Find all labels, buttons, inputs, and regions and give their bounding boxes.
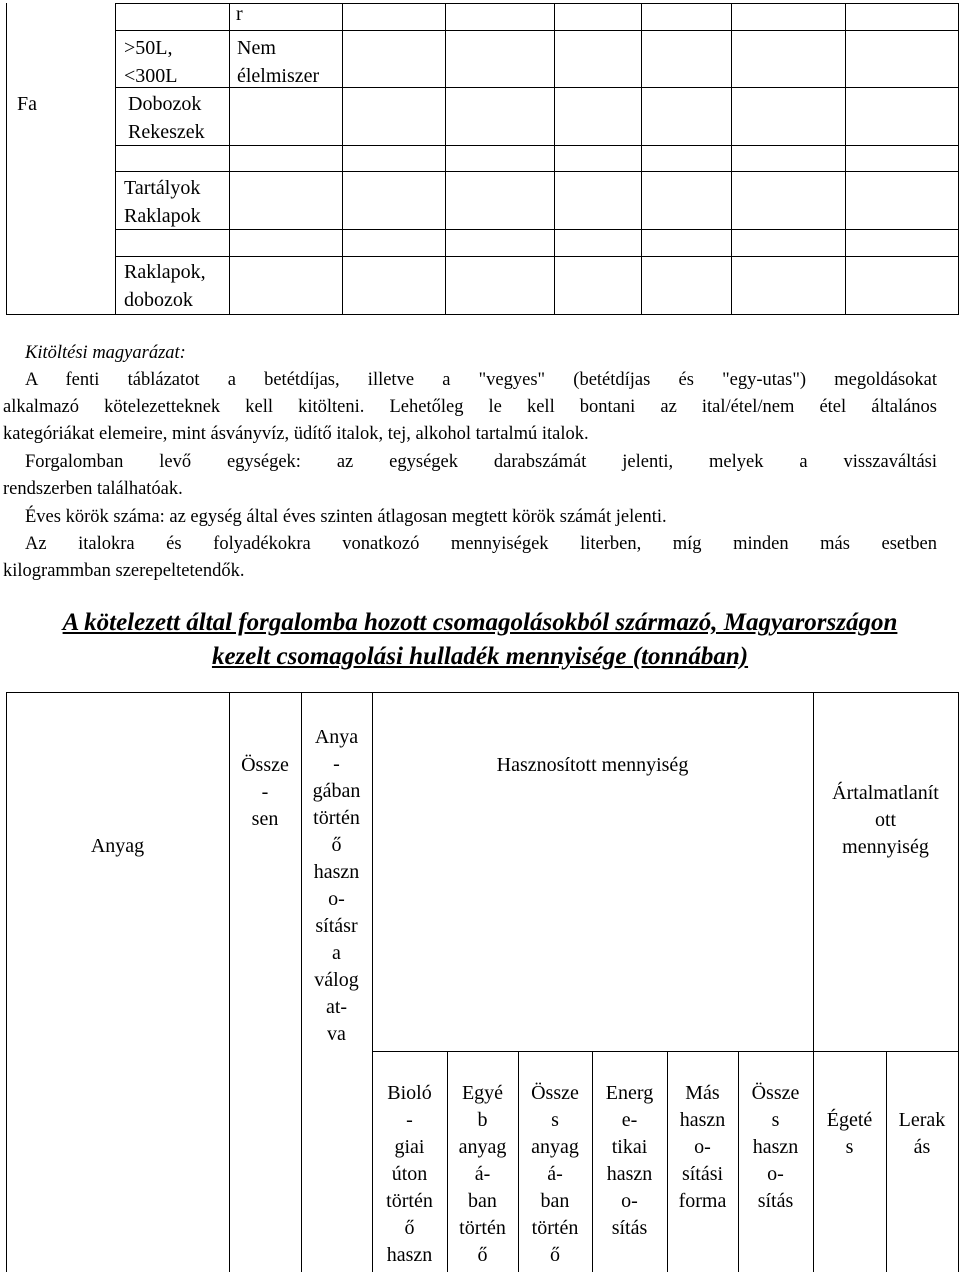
subheader-osszes-anyagban: Össze s anyag á- ban történ ő <box>531 1082 579 1266</box>
header-anyag: Anyag <box>90 835 145 857</box>
header-osszesen: Össze - sen <box>241 754 289 830</box>
header-artalmatlanitott: Ártalmatlanít ott mennyiség <box>832 782 939 858</box>
table-border <box>115 229 959 230</box>
table-border <box>731 3 732 315</box>
header-anyagban-valogatva: Anya - gában történ ő haszn o- sításr a válog at- va <box>312 726 361 1045</box>
table-border <box>845 3 846 315</box>
section-title-line2: kezelt csomagolási hulladék mennyisége (tonnában) <box>211 643 749 670</box>
subheader-egyeb-anyagban: Egyé b anyag á- ban történ ő <box>458 1082 507 1266</box>
table-border <box>115 171 959 172</box>
header-nem-elelmiszer: Nem élelmiszer <box>237 37 320 87</box>
table-border <box>115 30 959 31</box>
row-label-dobozok-rekeszek: Dobozok Rekeszek <box>128 93 205 143</box>
table-border <box>445 3 446 315</box>
table-border <box>115 145 959 146</box>
subheader-egetes: Égeté s <box>826 1109 873 1158</box>
table-border <box>6 314 959 315</box>
subheader-osszes-hasznositas: Össze s haszn o- sítás <box>751 1082 800 1212</box>
table-border <box>958 3 959 315</box>
table-border <box>229 3 230 315</box>
table-border <box>886 1051 887 1272</box>
table-border <box>115 3 116 315</box>
header-fragment: r <box>236 3 243 25</box>
notes-p3: Éves körök száma: az egység által éves szinten átlagosan megtett körök számát jelenti. <box>25 507 667 527</box>
notes-heading: Kitöltési magyarázat: <box>25 343 186 363</box>
subheader-energetikai: Energ e- tikai haszn o- sítás <box>605 1082 654 1239</box>
notes-p1-line1: A fenti táblázatot a betétdíjas, illetve a "vegyes" (betétdíjas és "egy-utas") megoldásokat <box>25 370 937 390</box>
row-label-tartalyok-raklapok: Tartályok Raklapok <box>124 177 201 227</box>
table-border <box>115 256 959 257</box>
subheader-lerakas: Lerak ás <box>898 1109 946 1158</box>
table-border <box>6 692 959 693</box>
size-cell: >50L, <300L <box>124 37 178 87</box>
subheader-mas-hasznositasi: Más haszn o- sítási forma <box>678 1082 727 1212</box>
notes-p4-line1: Az italokra és folyadékokra vonatkozó mennyiségek literben, míg minden más esetben <box>25 534 937 554</box>
notes-p2-line1: Forgalomban levő egységek: az egységek darabszámát jelenti, melyek a visszaváltási <box>25 452 937 472</box>
header-hasznositott: Hasznosított mennyiség <box>496 754 689 776</box>
table-border <box>372 1051 814 1052</box>
notes-p1-line2: alkalmazó kötelezetteknek kell kitölteni. Lehetőleg le kell bontani az ital/étel/nem étel általános <box>3 397 937 417</box>
table-border <box>342 3 343 315</box>
notes-p4-line2: kilogrammban szerepeltetendők. <box>3 561 245 581</box>
subheader-biologiai: Bioló - giai úton történ ő haszn <box>386 1082 433 1266</box>
section-title-line1: A kötelezett által forgalomba hozott csomagolásokból származó, Magyarországon <box>62 609 898 636</box>
table-border <box>813 692 814 1272</box>
table-border <box>6 692 7 1272</box>
table-border <box>641 3 642 315</box>
material-label-fa: Fa <box>17 93 37 115</box>
table-border <box>958 692 959 1272</box>
row-label-raklapok-dobozok: Raklapok, dobozok <box>124 261 206 311</box>
table-border <box>554 3 555 315</box>
notes-p1-line3: kategóriákat elemeire, mint ásványvíz, üdítő italok, tej, alkohol tartalmú italok. <box>3 424 589 444</box>
notes-p2-line2: rendszerben találhatóak. <box>3 479 183 499</box>
table-border <box>6 3 7 315</box>
